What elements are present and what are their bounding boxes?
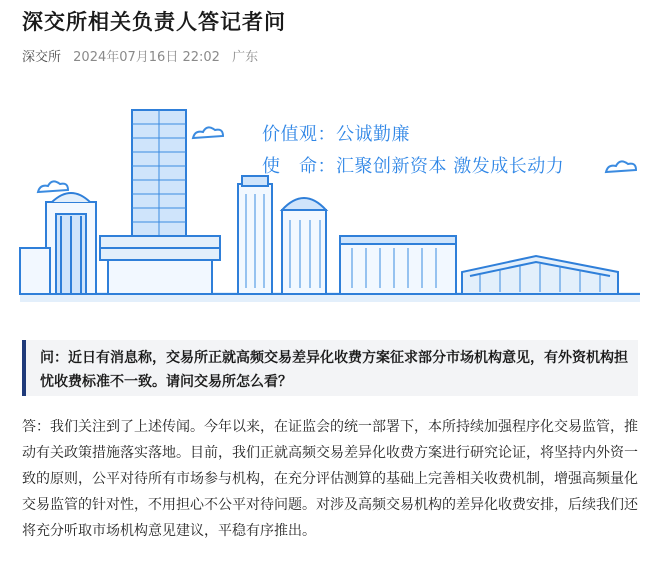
source-link[interactable]: 深交所 — [22, 50, 62, 65]
banner-image — [0, 76, 660, 322]
question-block: 问：近日有消息称，交易所正就高频交易差异化收费方案征求部分市场机构意见，有外资机构担忧收费标准不一致。请问交易所怎么看？ — [22, 340, 638, 396]
article-title: 深交所相关负责人答记者问 — [22, 10, 286, 34]
banner-mission-text: 使 命：汇聚创新资本 激发成长动力 — [262, 156, 565, 177]
article-meta — [22, 46, 258, 65]
answer-paragraph: 答：我们关注到了上述传闻。今年以来，在证监会的统一部署下，本所持续加强程序化交易监管，推动有关政策措施落实落地。目前，我们正就高频交易差异化收费方案进行研究论证，将坚持内外资一致的原则，公平对待所有市场参与机构，在充分评估测算的基础上完善相关收费机制，增强高频量化交易监管的针对性，不用担心不公平对待问题。对涉及高频交易机构的差异化收费安排，后续我们还将充分听取市场机构意见建议，平稳有序推出。 — [22, 419, 638, 539]
city-skyline-illustration — [0, 76, 660, 322]
banner-values-text: 价值观：公诚勤廉 — [262, 124, 410, 145]
publish-location: 广东 — [232, 50, 259, 65]
publish-datetime: 2024年07月16日 22:02 — [73, 50, 220, 65]
